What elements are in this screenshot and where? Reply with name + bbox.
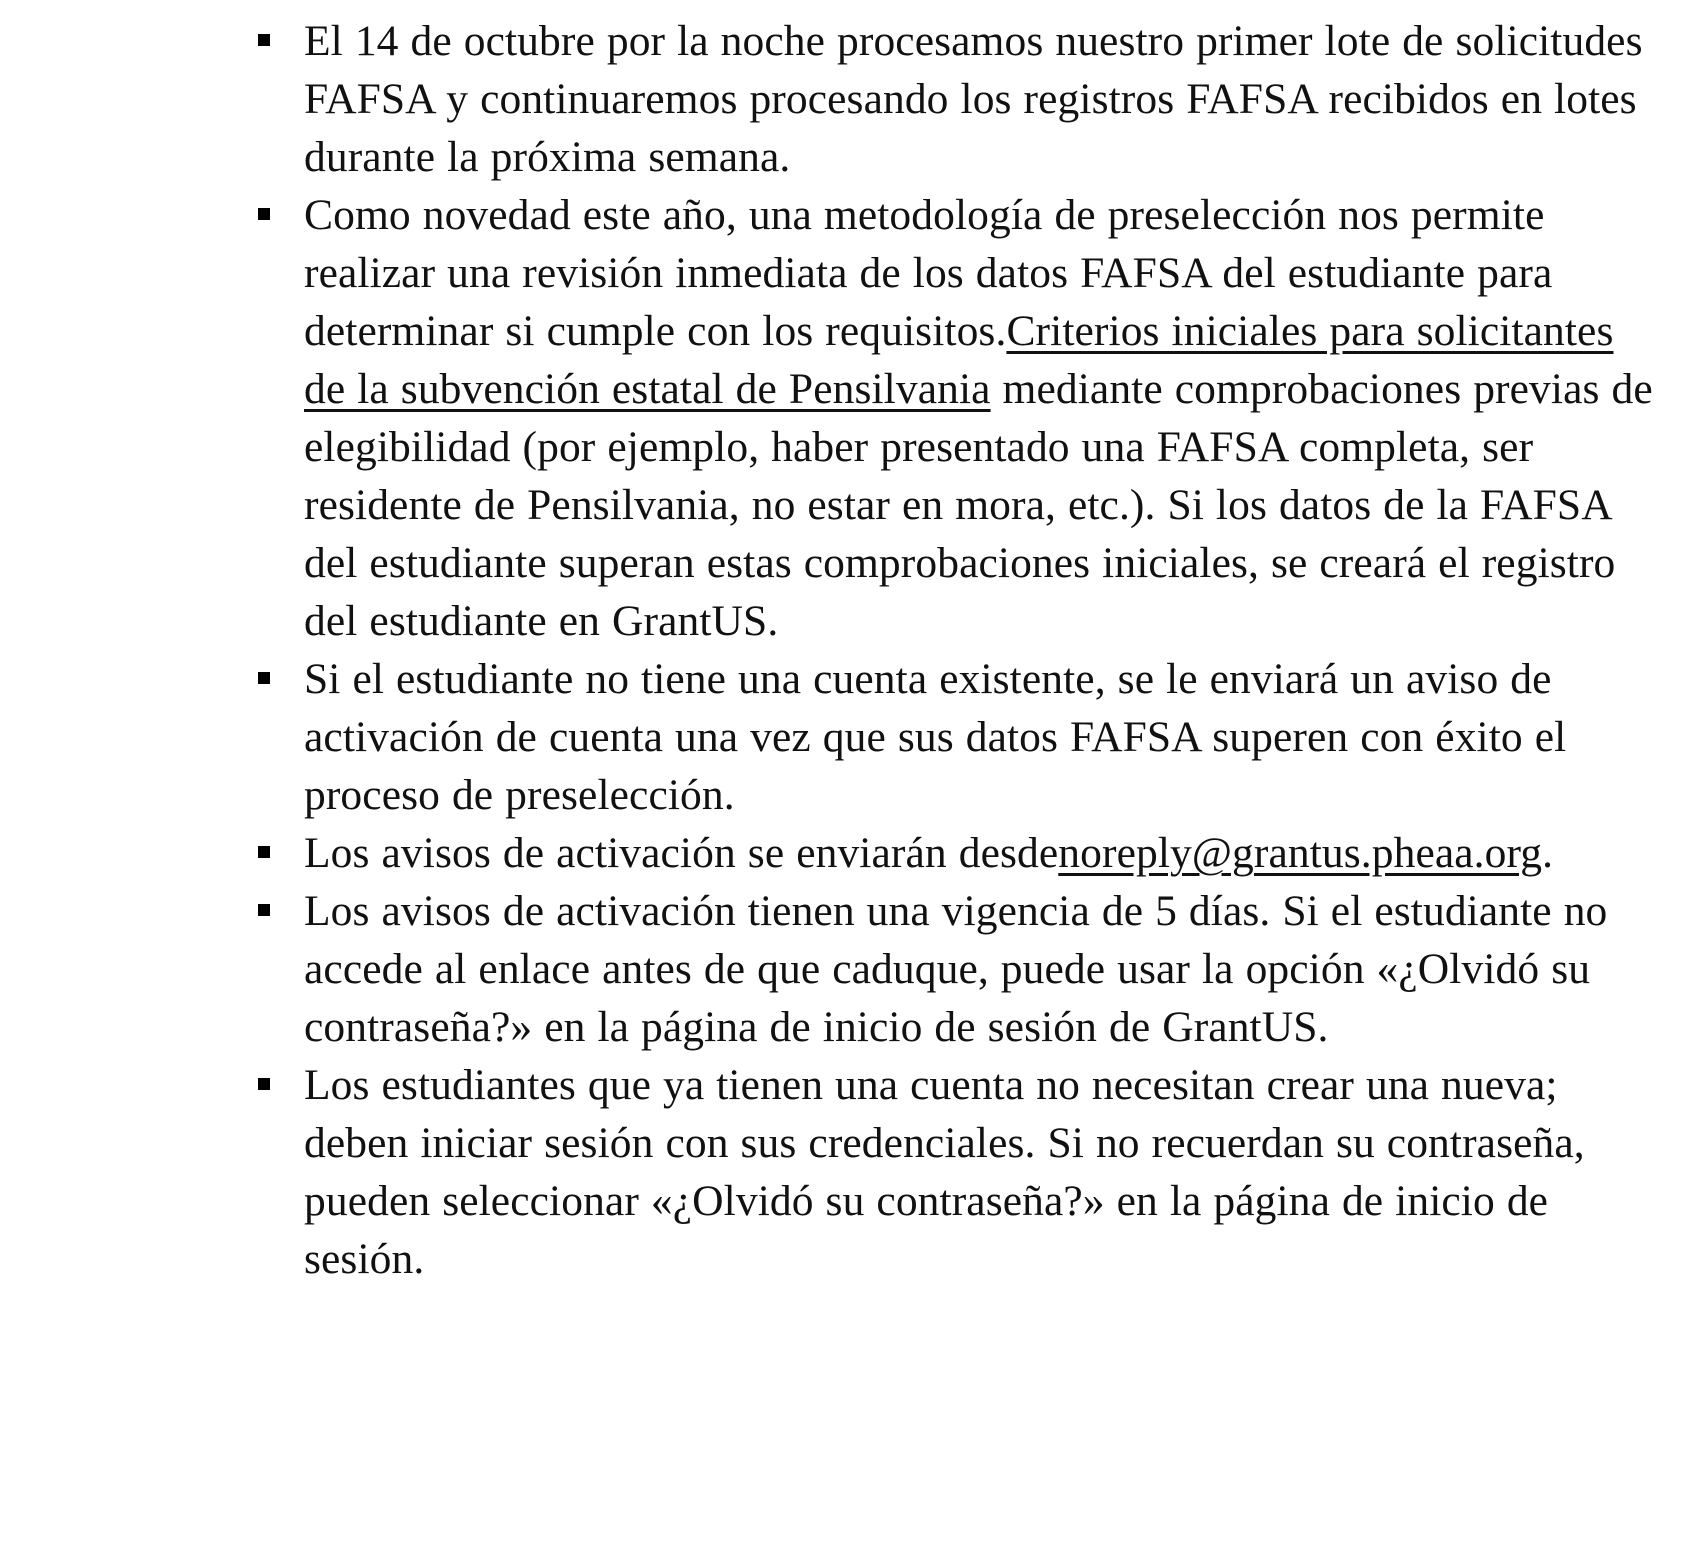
list-item xyxy=(258,1056,1658,1288)
noreply-email-link[interactable]: noreply@grantus.pheaa.org xyxy=(1058,829,1543,877)
list-item xyxy=(258,882,1658,1056)
square-bullet-icon xyxy=(258,34,270,46)
square-bullet-icon xyxy=(258,208,270,220)
square-bullet-icon xyxy=(258,672,270,684)
bullet-list xyxy=(258,12,1658,1288)
square-bullet-icon xyxy=(258,904,270,916)
list-item-text: Los avisos de activación tienen una vigencia de 5 días. Si el estudiante no accede al enlace antes de que caduque, puede usar la opción «¿Olvidó su contraseña?» en la página de inicio de sesión de GrantUS. xyxy=(304,887,1608,1051)
list-item-text: El 14 de octubre por la noche procesamos nuestro primer lote de solicitudes FAFSA y continuaremos procesando los registros FAFSA recibidos en lotes durante la próxima semana. xyxy=(304,17,1643,181)
list-item-text: mediante comprobaciones previas de elegibilidad (por ejemplo, haber presentado una FAFSA completa, ser residente de Pensilvania, no estar en mora, etc.). Si los datos de la FAFSA del estudiante superan estas comprobaciones iniciales, se creará el registro del estudiante en GrantUS. xyxy=(304,365,1653,645)
list-item xyxy=(258,650,1658,824)
square-bullet-icon xyxy=(258,846,270,858)
grant-criteria-link[interactable]: Criterios iniciales para solicitantes de la subvención estatal de Pensilvania xyxy=(304,307,1614,413)
list-item-text: Los estudiantes que ya tienen una cuenta no necesitan crear una nueva; deben iniciar sesión con sus credenciales. Si no recuerdan su contraseña, pueden seleccionar «¿Olvidó su contraseña?» en la página de inicio de sesión. xyxy=(304,1061,1585,1283)
list-item-text: Como novedad este año, una metodología de preselección nos permite realizar una revisión inmediata de los datos FAFSA del estudiante para determinar si cumple con los requisitos. xyxy=(304,191,1553,355)
list-item xyxy=(258,186,1658,650)
list-item-text: Los avisos de activación se enviarán desde xyxy=(304,829,1059,877)
list-item-text: Si el estudiante no tiene una cuenta existente, se le enviará un aviso de activación de cuenta una vez que sus datos FAFSA superen con éxito el proceso de preselección. xyxy=(304,655,1567,819)
list-item-text: . xyxy=(1542,829,1554,877)
list-item xyxy=(258,824,1658,882)
square-bullet-icon xyxy=(258,1078,270,1090)
list-item xyxy=(258,12,1658,186)
